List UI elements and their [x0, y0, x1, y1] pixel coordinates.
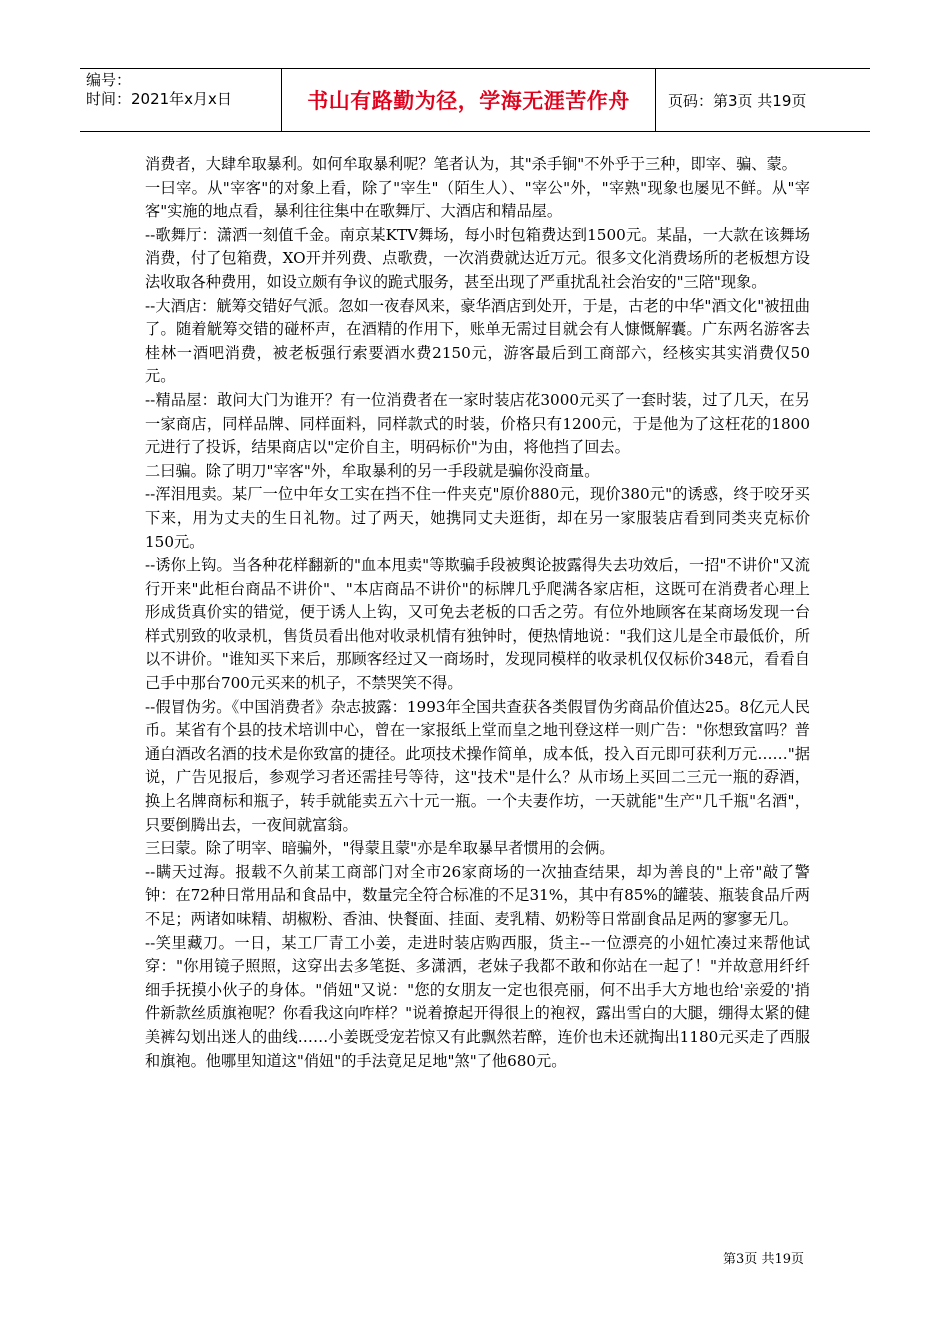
- paragraph: 消费者，大肆牟取暴利。如何牟取暴利呢？笔者认为，其"杀手锏"不外乎于三种，即宰、骗、蒙。: [145, 155, 797, 173]
- paragraph: --大酒店：觥筹交错好气派。忽如一夜春风来，豪华酒店到处开，于是，古老的中华"酒文化"被扭曲了。随着觥筹交错的碰杯声，在酒精的作用下，账单无需过目就会有人慷慨解囊。广东两名游客去桂林一酒吧消费，被老板强行索要酒水费2150元，游客最后到工商部六，经核实其实消费仅50元。: [145, 296, 810, 386]
- paragraph: --假冒伪劣。《中国消费者》杂志披露：1993年全国共查获各类假冒伪劣商品价值达25。8亿元人民币。某省有个县的技术培训中心，曾在一家报纸上堂而皇之地刊登这样一则广告："你想致富吗？普通白酒改名酒的技术是你致富的捷径。此项技术操作简单，成本低，投入百元即可获利万元……"据说，广告见报后，参观学习者还需挂号等待，这"技术"是什么？从市场上买回二三元一瓶的孬酒，换上名牌商标和瓶子，转手就能卖五六十元一瓶。一个夫妻作坊，一天就能"生产"几千瓶"名酒"，只要倒腾出去，一夜间就富翁。: [145, 697, 810, 834]
- header-motto: 书山有路勤为径，学海无涯苦作舟: [282, 69, 656, 131]
- paragraph: --浑泪甩卖。某厂一位中年女工实在挡不住一件夹克"原价880元，现价380元"的诱惑，终于咬牙买下来，用为丈夫的生日礼物。过了两天，她携同丈夫逛街，却在另一家服装店看到同类夹克标价150元。: [145, 485, 810, 551]
- header-page-number: 页码：第3页 共19页: [668, 91, 807, 110]
- paragraph: 三曰蒙。除了明宰、暗骗外，"得蒙且蒙"亦是牟取暴早者惯用的会俩。: [145, 839, 615, 858]
- paragraph: --精品屋：敢问大门为谁开？有一位消费者在一家时装店花3000元买了一套时装，过了几天，在另一家商店，同样品牌、同样面料，同样款式的时装，价格只有1200元，于是他为了这枉花的1800元进行了投诉，结果商店以"定价自主，明码标价"为由，将他挡了回去。: [145, 390, 810, 457]
- paragraph: --歌舞厅：潇洒一刻值千金。南京某KTV舞场，每小时包箱费达到1500元。某晶，一大款在该舞场消费，付了包箱费，XO开并列费、点歌费，一次消费就达近万元。很多文化消费场所的老板想方设法收取各种费用，如设立颇有争议的跪式服务，甚至出现了严重扰乱社会治安的"三陪"现象。: [145, 225, 810, 291]
- paragraph: --瞒天过海。报载不久前某工商部门对全市26家商场的一次抽查结果，却为善良的"上帝"敲了警钟：在72种日常用品和食品中，数量完全符合标准的不足31%，其中有85%的罐装、瓶装食品斤两不足；两诸如味精、胡椒粉、香油、快餐面、挂面、麦乳精、奶粉等日常副食品足两的寥寥无几。: [145, 862, 810, 928]
- document-number-label: 编号：: [86, 71, 132, 89]
- paragraph: --笑里藏刀。一日，某工厂青工小姜，走进时装店购西服，货主--一位漂亮的小妞忙凑过来帮他试穿："你用镜子照照，这穿出去多笔挺、多潇洒，老妹子我都不敢和你站在一起了！"并故意用纤纤细手抚摸小伙子的身体。"俏妞"又说："您的女朋友一定也很亮丽，何不出手大方地也给'亲爱的'捎件新款丝质旗袍呢？你看我这向咋样？"说着撩起开得很上的袍衩，露出雪白的大腿，绷得太紧的健美裤勾划出迷人的曲线……小姜既受宠若惊又有此飘然若醉，连价也未还就掏出1180元买走了西服和旗袍。他哪里知道这"俏妞"的手法竟足足地"煞"了他680元。: [145, 933, 810, 1070]
- page-header: [80, 68, 870, 132]
- document-body: [145, 153, 810, 1073]
- paragraph: --诱你上钩。当各种花样翻新的"血本甩卖"等欺骗手段被舆论披露得失去功效后，一招"不讲价"又流行开来"此柜台商品不讲价"、"本店商品不讲价"的标牌几乎爬满各家店柜，这既可在消费者心理上形成货真价实的错觉，便于诱人上钩，又可免去老板的口舌之劳。有位外地顾客在某商场发现一台样式别致的收录机，售货员看出他对收录机情有独钟时，便热情地说："我们这儿是全市最低价，所以不讲价。"谁知买下来后，那顾客经过又一商场时，发现同模样的收录机仅仅标价348元，看看自己手中那台700元买来的机子，不禁哭笑不得。: [145, 556, 810, 693]
- paragraph: 一曰宰。从"宰客"的对象上看，除了"宰生"（陌生人）、"宰公"外，"宰熟"现象也屡见不鲜。从"宰客"实施的地点看，暴利往往集中在歌舞厅、大酒店和精品屋。: [145, 178, 810, 221]
- page-footer-number: 第3页 共19页: [723, 1252, 804, 1267]
- document-time-label: 时间：2021年x月x日: [86, 90, 232, 108]
- paragraph: 二曰骗。除了明刀"宰客"外，牟取暴利的另一手段就是骗你没商量。: [145, 461, 600, 480]
- header-meta: [80, 69, 282, 131]
